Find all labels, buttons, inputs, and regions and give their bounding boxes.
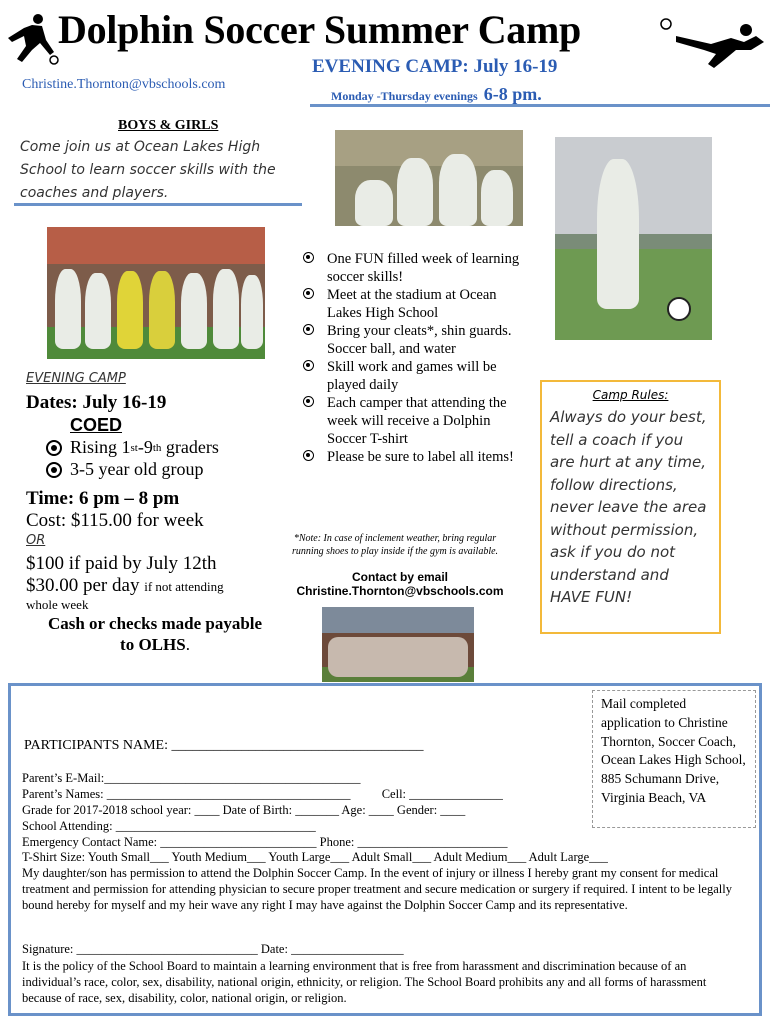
soccer-ball-icon bbox=[303, 252, 314, 263]
grade-dob-field[interactable]: Grade for 2017-2018 school year: ____ Date of Birth: _______ Age: ____ Gender: ____ bbox=[22, 803, 466, 817]
participant-name-field[interactable]: PARTICIPANTS NAME: ____________________________________ bbox=[24, 738, 424, 753]
soccer-ball-icon bbox=[303, 288, 314, 299]
team-celebration-photo bbox=[335, 130, 523, 226]
consent-paragraph: My daughter/son has permission to attend the Dolphin Soccer Camp. In the event of injury or illness I hereby grant my consent for medical treatment and permission for attending physician to secure proper treatment and secure medication or surgery if required. I intent to be legally bound hereby for myself and my heir wave any right I may have against the Dolphin Soccer Camp and its representative. bbox=[22, 866, 732, 912]
policy-paragraph: It is the policy of the School Board to maintain a learning environment that is free from harassment and discrimination because of an individual’s race, color, sex, disability, national origin, ethnicity, or religion. The School Board prohibits any and all forms of harassment because of race, sex, disability, color, national origin, or religion. bbox=[22, 959, 707, 1005]
school-field[interactable]: School Attending: ________________________________ bbox=[22, 819, 316, 833]
contact-block bbox=[290, 570, 510, 598]
soccer-ball-icon bbox=[303, 396, 314, 407]
list-item: Each camper that attending the week will receive a Dolphin Soccer T-shirt bbox=[303, 394, 533, 448]
soccer-ball-icon bbox=[303, 324, 314, 335]
intro-divider bbox=[14, 203, 302, 206]
camp-rules-text: Always do your best, tell a coach if you are hurt at any time, follow directions, never leave the area without permission, ask if you do not understand and HAVE FUN! bbox=[550, 408, 707, 606]
weather-note: *Note: In case of inclement weather, bring regular running shoes to play inside if the gym is available. bbox=[291, 533, 499, 557]
camp-cost: Cost: $115.00 for week bbox=[26, 510, 204, 531]
list-item: Meet at the stadium at Ocean Lakes High School bbox=[303, 286, 533, 322]
age-group: 3-5 year old group bbox=[46, 459, 203, 480]
evening-camp-label: EVENING CAMP bbox=[26, 371, 126, 386]
camp-subtitle: EVENING CAMP: July 16-19 bbox=[312, 56, 558, 77]
boys-girls-heading: BOYS & GIRLS bbox=[118, 118, 219, 133]
soccer-ball-icon bbox=[46, 440, 62, 456]
tshirt-size-field[interactable]: T-Shirt Size: Youth Small___ Youth Medium___ Youth Large___ Adult Small___ Adult Medium___ Adult Large___ bbox=[22, 850, 608, 864]
page-title: Dolphin Soccer Summer Camp bbox=[58, 7, 581, 52]
camp-rules-title: Camp Rules: bbox=[592, 388, 669, 402]
mailing-instructions: Mail completed application to Christine Thornton, Soccer Coach, Ocean Lakes High School, 885 Schumann Drive, Virginia Beach, VA bbox=[592, 690, 756, 828]
soccer-player-silhouette-left-icon bbox=[2, 12, 60, 66]
per-day-cost: $30.00 per day if not attending bbox=[26, 575, 224, 596]
player-with-ball-photo bbox=[555, 137, 712, 340]
or-label: OR bbox=[26, 533, 46, 548]
camp-dates: Dates: July 16-19 bbox=[26, 392, 167, 413]
soccer-ball-icon bbox=[46, 462, 62, 478]
header-divider bbox=[310, 104, 770, 107]
camp-schedule: Monday -Thursday evenings 6-8 pm. bbox=[331, 84, 542, 104]
grade-range: Rising 1 st -9 th graders bbox=[46, 437, 219, 458]
large-group-photo bbox=[322, 607, 474, 682]
soccer-ball-icon bbox=[303, 360, 314, 371]
header-email[interactable]: Christine.Thornton@vbschools.com bbox=[22, 77, 226, 92]
intro-text: Come join us at Ocean Lakes High School to learn soccer skills with the coaches and players. bbox=[20, 139, 276, 201]
camp-rules-box bbox=[540, 380, 721, 634]
list-item: One FUN filled week of learning soccer skills! bbox=[303, 250, 533, 286]
camp-time: Time: 6 pm – 8 pm bbox=[26, 488, 180, 509]
coed-label: COED bbox=[70, 415, 123, 435]
list-item: Bring your cleats*, shin guards. Soccer ball, and water bbox=[303, 322, 533, 358]
list-item: Please be sure to label all items! bbox=[303, 448, 533, 466]
list-item: Skill work and games will be played daily bbox=[303, 358, 533, 394]
parent-names-field[interactable]: Parent’s Names: _______________________________________ Cell: _______________ bbox=[22, 787, 503, 801]
contact-label: Contact by email bbox=[351, 570, 449, 584]
parent-email-field[interactable]: Parent’s E-Mail:_________________________________________ bbox=[22, 771, 361, 785]
team-group-photo bbox=[47, 227, 265, 359]
camp-highlights-list bbox=[303, 250, 533, 466]
early-payment: $100 if paid by July 12th bbox=[26, 553, 217, 574]
emergency-contact-field[interactable]: Emergency Contact Name: _________________________ Phone: ________________________ bbox=[22, 835, 508, 849]
soccer-ball-icon bbox=[303, 450, 314, 461]
payment-instructions: Cash or checks made payable to OLHS. bbox=[47, 614, 263, 654]
whole-week-label: whole week bbox=[26, 597, 89, 612]
contact-email[interactable]: Christine.Thornton@vbschools.com bbox=[296, 584, 504, 598]
signature-field[interactable]: Signature: _____________________________ Date: __________________ bbox=[22, 942, 404, 956]
soccer-player-silhouette-right-icon bbox=[656, 16, 768, 70]
